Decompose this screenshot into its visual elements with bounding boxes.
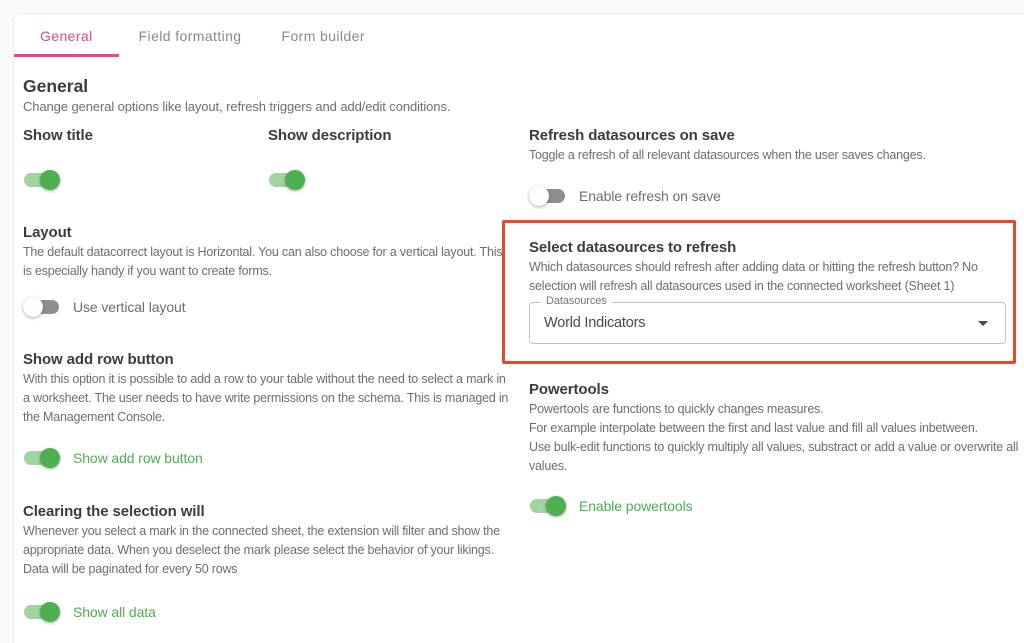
show-description-toggle[interactable] bbox=[268, 170, 305, 190]
add-row-heading: Show add row button bbox=[23, 351, 174, 368]
tab-form-builder[interactable]: Form builder bbox=[281, 27, 365, 44]
show-title-toggle[interactable] bbox=[23, 170, 60, 190]
toggle-thumb bbox=[546, 496, 566, 516]
datasources-select[interactable] bbox=[529, 295, 1006, 344]
vertical-layout-toggle-label: Use vertical layout bbox=[73, 299, 186, 315]
clearing-selection-section bbox=[23, 502, 513, 622]
add-row-toggle[interactable] bbox=[23, 448, 60, 468]
select-datasources-description: Which datasources should refresh after adding data or hitting the refresh button? No selection will refresh all datasources used in the connected worksheet (Sheet 1) bbox=[529, 260, 978, 293]
page-subtitle: Change general options like layout, refresh triggers and add/edit conditions. bbox=[23, 99, 451, 114]
tab-bar bbox=[14, 14, 1024, 57]
highlight-box bbox=[502, 220, 1016, 364]
vertical-layout-toggle[interactable] bbox=[23, 297, 60, 317]
toggle-thumb bbox=[23, 297, 43, 317]
toggle-thumb bbox=[40, 448, 60, 468]
show-description-heading: Show description bbox=[268, 127, 392, 144]
show-title-heading: Show title bbox=[23, 127, 93, 144]
toggle-thumb bbox=[40, 170, 60, 190]
layout-description: The default datacorrect layout is Horizontal. You can also choose for a vertical layout. This is especially handy if you want to create forms. bbox=[23, 245, 503, 278]
tab-general[interactable]: General bbox=[14, 14, 119, 57]
layout-heading: Layout bbox=[23, 224, 72, 241]
select-datasources-section bbox=[529, 238, 1006, 344]
left-column bbox=[23, 116, 513, 622]
refresh-on-save-section bbox=[529, 126, 1019, 206]
toggle-thumb bbox=[285, 170, 305, 190]
add-row-toggle-label: Show add row button bbox=[73, 450, 203, 466]
powertools-description-line: For example interpolate between the first and last value and fill all values inbetween. bbox=[529, 421, 978, 435]
powertools-section bbox=[529, 380, 1019, 516]
enable-refresh-on-save-toggle-label: Enable refresh on save bbox=[579, 188, 721, 204]
toggle-thumb bbox=[40, 602, 60, 622]
page-title: General bbox=[23, 76, 89, 96]
show-all-data-toggle-label: Show all data bbox=[73, 604, 156, 620]
clearing-selection-heading: Clearing the selection will bbox=[23, 503, 205, 520]
add-row-description: With this option it is possible to add a row to your table without the need to select a mark in a worksheet. The user needs to have write permissions on the schema. This is managed in the Management Console. bbox=[23, 372, 509, 424]
refresh-on-save-heading: Refresh datasources on save bbox=[529, 127, 735, 144]
enable-refresh-on-save-toggle[interactable] bbox=[529, 186, 566, 206]
toggle-thumb bbox=[529, 186, 549, 206]
dropdown-caret-icon bbox=[978, 321, 988, 326]
show-title-section bbox=[23, 126, 268, 195]
datasources-select-label: Datasources bbox=[541, 295, 612, 307]
clearing-selection-description: Whenever you select a mark in the connected sheet, the extension will filter and show the appropriate data. When you deselect the mark please select the behavior of your likings. Data will be paginated for every 50 rows bbox=[23, 524, 500, 576]
powertools-heading: Powertools bbox=[529, 381, 609, 398]
enable-powertools-toggle[interactable] bbox=[529, 496, 566, 516]
select-datasources-heading: Select datasources to refresh bbox=[529, 239, 737, 256]
settings-card bbox=[13, 13, 1024, 643]
add-row-section bbox=[23, 350, 513, 468]
powertools-description-line: Powertools are functions to quickly changes measures. bbox=[529, 402, 824, 416]
layout-section bbox=[23, 223, 513, 317]
powertools-description-line: Use bulk-edit functions to quickly multiply all values, substract or add a value or overwrite all values. bbox=[529, 440, 1019, 473]
show-description-section bbox=[268, 126, 513, 195]
tab-field-formatting[interactable]: Field formatting bbox=[138, 27, 242, 44]
show-all-data-toggle[interactable] bbox=[23, 602, 60, 622]
refresh-on-save-description: Toggle a refresh of all relevant datasources when the user saves changes. bbox=[529, 148, 926, 162]
enable-powertools-toggle-label: Enable powertools bbox=[579, 498, 693, 514]
datasources-select-value: World Indicators bbox=[544, 315, 646, 331]
right-column bbox=[529, 116, 1019, 622]
